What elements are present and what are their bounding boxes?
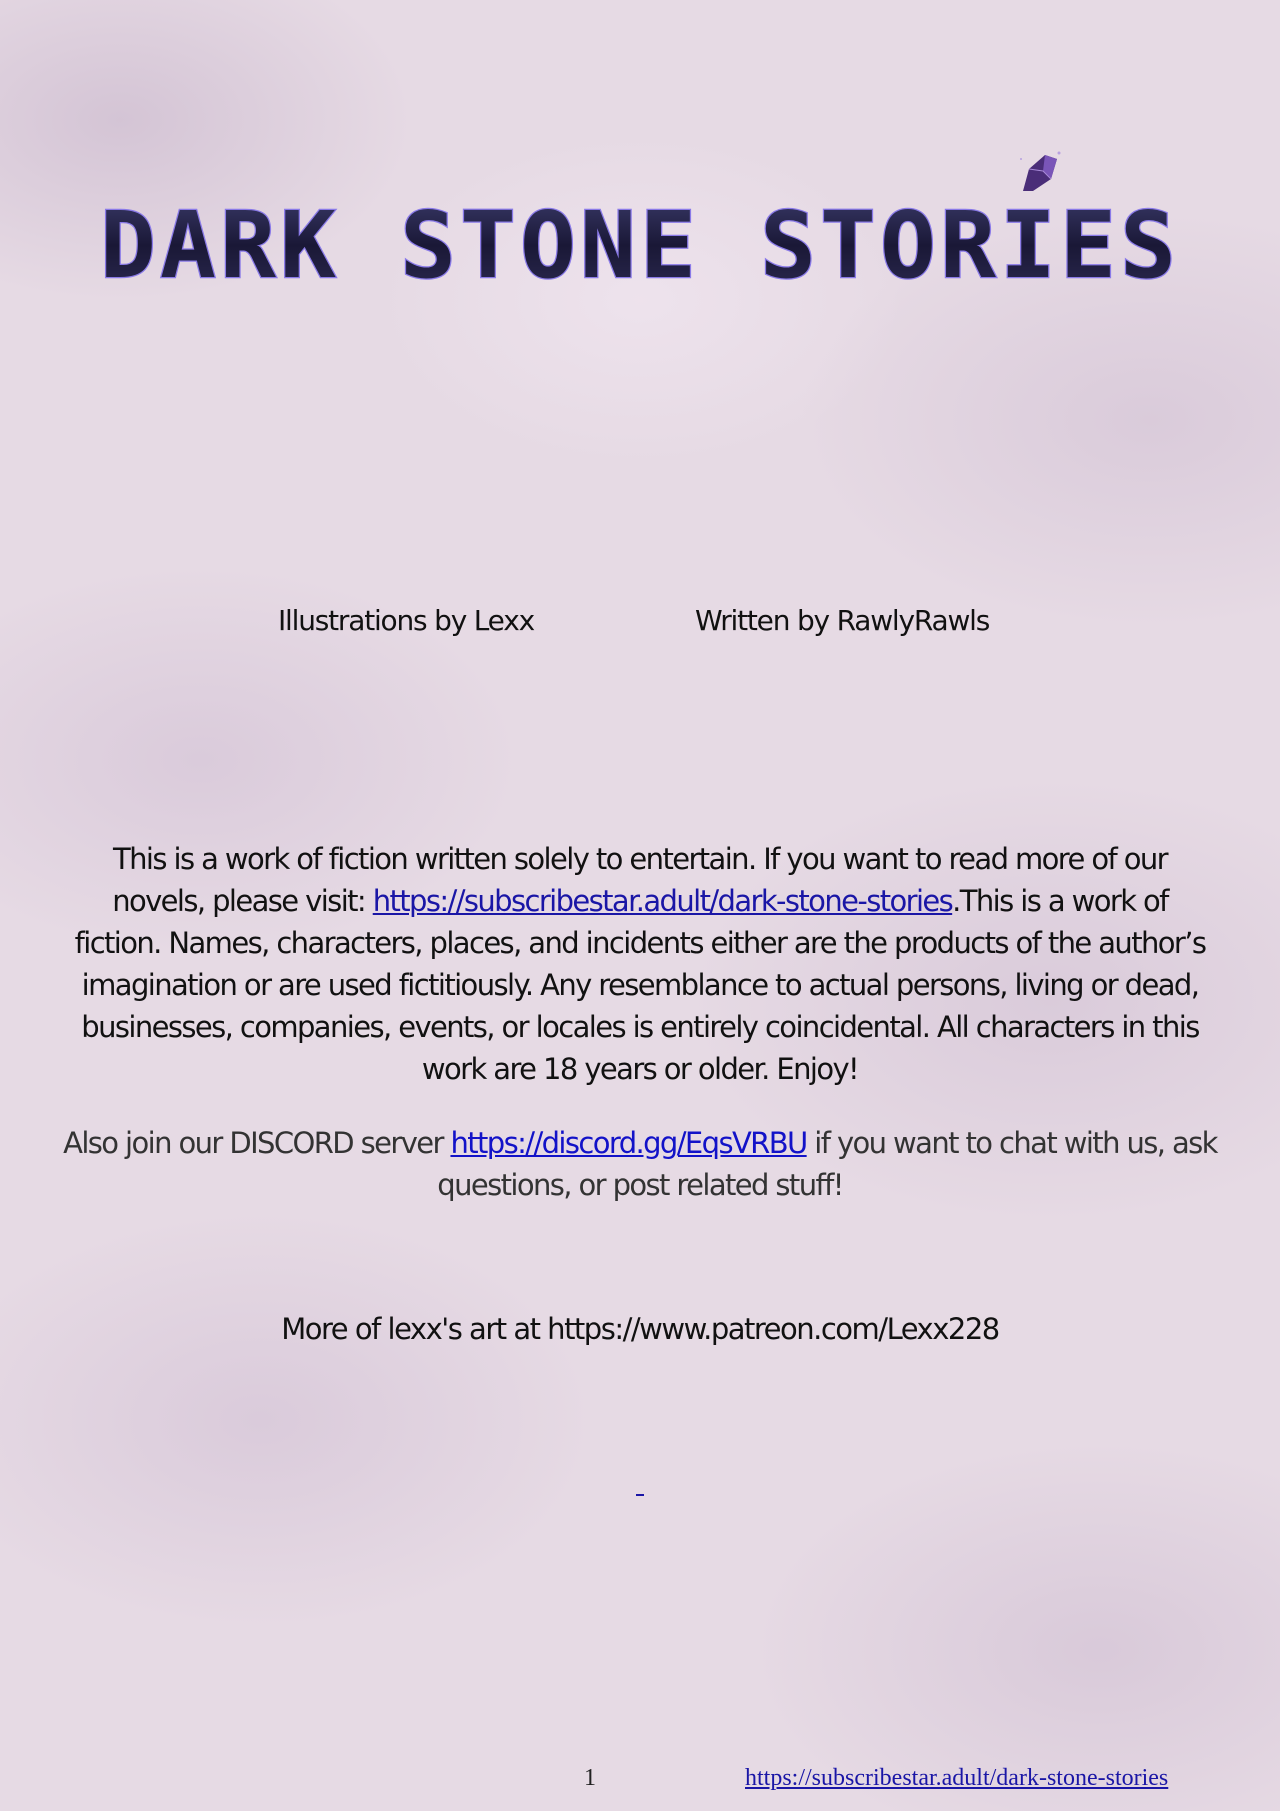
footer-link-container <box>745 1765 1168 1792</box>
credits-row <box>0 604 1280 644</box>
disclaimer-text-start: This is a work of fiction written solely to entertain. If you want to read more of our novels, please visit: <box>112 842 1167 918</box>
crystal-gem-icon <box>1015 147 1065 197</box>
discord-text-end: if you want to chat with us, ask questions, or post related stuff! <box>437 1126 1217 1202</box>
discord-link[interactable]: https://discord.gg/EqsVRBU <box>450 1126 807 1160</box>
illustrator-credit: Illustrations by Lexx <box>278 604 534 637</box>
discord-paragraph <box>55 1122 1225 1206</box>
logo-title: DARK STONE STORIES <box>100 192 1180 299</box>
author-credit: Written by RawlyRawls <box>695 604 990 637</box>
page-number: 1 <box>584 1765 596 1791</box>
discord-text-start: Also join our DISCORD server <box>63 1126 451 1160</box>
subscribestar-link[interactable]: https://subscribestar.adult/dark-stone-stories <box>372 884 953 918</box>
logo-title-graphic <box>95 192 1185 299</box>
logo-banner <box>95 192 1185 299</box>
empty-link-marker[interactable] <box>636 1494 644 1496</box>
disclaimer-text-end: .This is a work of fiction. Names, characters, places, and incidents either are the products of the author’s imagination or are used fictitiously. Any resemblance to actual persons, living or dead, businesses, companies, events, or locales is entirely coincidental. All characters in this work are 18 years or older. Enjoy! <box>74 884 1206 1086</box>
disclaimer-paragraph <box>70 838 1210 1090</box>
footer-subscribestar-link[interactable]: https://subscribestar.adult/dark-stone-stories <box>745 1765 1169 1791</box>
patreon-note: More of lexx's art at https://www.patreon.com/Lexx228 <box>281 1312 999 1346</box>
